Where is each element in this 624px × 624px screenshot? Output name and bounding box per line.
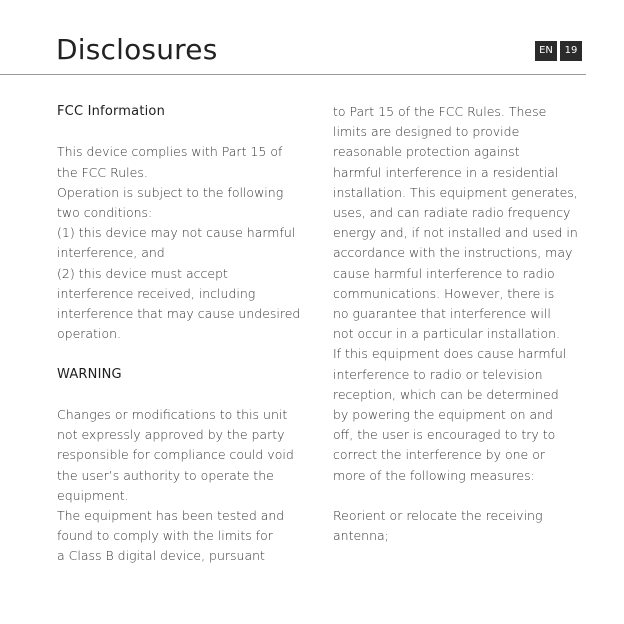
spacer	[57, 344, 317, 364]
body-line: no guarantee that interference will	[333, 306, 551, 322]
warning-line: found to comply with the limits for	[57, 528, 273, 544]
fcc-heading: FCC Information	[57, 104, 166, 119]
spacer	[57, 385, 317, 405]
body-line: If this equipment does cause harmful	[333, 346, 567, 362]
fcc-line: operation.	[57, 326, 121, 342]
body-line: off, the user is encouraged to try to	[333, 427, 556, 443]
fcc-line: interference, and	[57, 245, 165, 261]
fcc-line: Operation is subject to the following	[57, 184, 284, 200]
fcc-line: (1) this device may not cause harmful	[57, 225, 296, 241]
body-line: cause harmful interference to radio	[333, 265, 555, 281]
fcc-line: interference received, including	[57, 285, 256, 301]
body-line: reception, which can be determined	[333, 386, 559, 402]
warning-line: a Class B digital device, pursuant	[57, 548, 265, 564]
body-line: by powering the equipment on and	[333, 407, 553, 423]
fcc-line: two conditions:	[57, 205, 153, 220]
measure-line: antenna;	[333, 528, 389, 544]
page-title: Disclosures	[56, 33, 218, 66]
warning-line: the user’s authority to operate the	[57, 467, 274, 483]
warning-line: equipment.	[57, 487, 129, 503]
body-line: uses, and can radiate radio frequency	[333, 205, 571, 221]
language-badge: EN	[535, 41, 557, 61]
fcc-line: (2) this device must accept	[57, 265, 228, 281]
body-line: communications. However, there is	[333, 285, 555, 301]
body-line: interference to radio or television	[333, 366, 543, 382]
body-line: accordance with the instructions, may	[333, 245, 573, 261]
fcc-line: This device complies with Part 15 of	[57, 144, 283, 160]
warning-line: not expressly approved by the party	[57, 427, 285, 443]
warning-line: The equipment has been tested and	[57, 508, 285, 524]
body-line: not occur in a particular installation.	[333, 326, 561, 342]
left-column	[57, 102, 317, 567]
body-line: more of the following measures:	[333, 467, 535, 483]
page-badges	[535, 41, 582, 61]
title-divider	[0, 74, 586, 75]
page-number-badge: 19	[560, 41, 582, 61]
warning-line: Changes or modifications to this unit	[57, 407, 288, 422]
warning-heading: WARNING	[57, 366, 122, 382]
body-line: correct the interference by one or	[333, 447, 546, 463]
fcc-line: the FCC Rules.	[57, 164, 148, 180]
spacer	[57, 122, 317, 142]
body-line: to Part 15 of the FCC Rules. These	[333, 104, 547, 119]
warning-line: responsible for compliance could void	[57, 447, 294, 463]
body-line: harmful interference in a residential	[333, 164, 559, 180]
measure-line: Reorient or relocate the receiving	[333, 508, 543, 524]
body-line: energy and, if not installed and used in	[333, 225, 578, 241]
body-line: reasonable protection against	[333, 144, 520, 160]
spacer	[333, 486, 595, 506]
fcc-line: interference that may cause undesired	[57, 306, 301, 322]
body-line: limits are designed to provide	[333, 124, 520, 140]
body-line: installation. This equipment generates,	[333, 184, 578, 200]
right-column	[333, 102, 595, 546]
